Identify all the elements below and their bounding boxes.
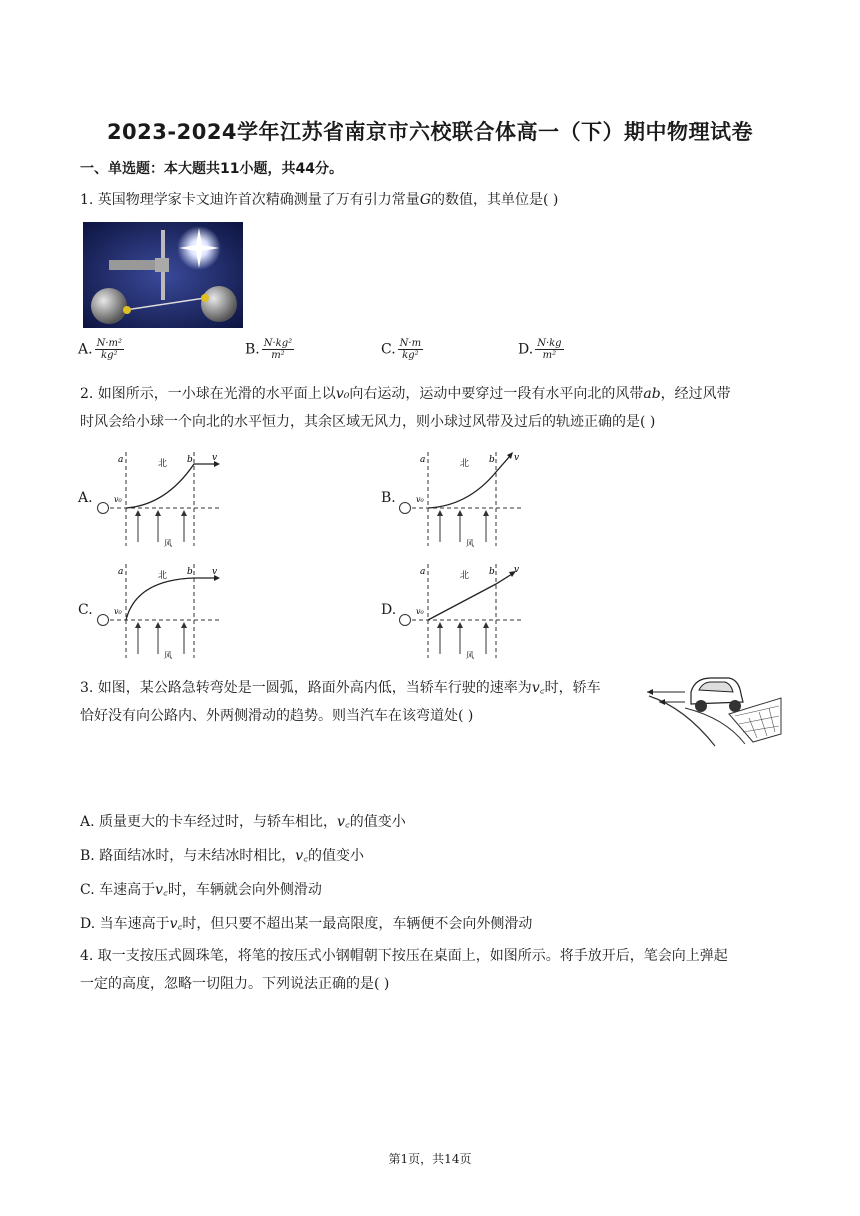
q1-option-d: D. $\frac{N\cdot kg}{\text{m²}}$ [518, 338, 562, 361]
q2-option-a-diagram [96, 450, 226, 550]
q2-option-c-label: C. [78, 602, 93, 618]
section-heading: 一、单选题：本大题共11小题，共44分。 [80, 161, 343, 177]
svg-text:a: a [420, 455, 426, 465]
svg-text:b: b [489, 455, 495, 465]
svg-text:风: 风 [466, 651, 474, 660]
question-3: 3. 如图，某公路急转弯处是一圆弧，路面外高内低，当轿车行驶的速率为v꜀时，轿车 恰好没有向公路内、外两侧滑动的趋势。则当汽车在该弯道处( ) [80, 680, 601, 724]
svg-text:b: b [489, 567, 495, 577]
page-footer: 第1页，共14页 [388, 1152, 472, 1166]
q3-option-a: A. 质量更大的卡车经过时，与轿车相比，v꜀的值变小 [80, 814, 406, 830]
svg-text:v₀: v₀ [114, 495, 122, 504]
page-title: 2023-2024学年江苏省南京市六校联合体高一（下）期中物理试卷 [106, 120, 754, 144]
svg-text:北: 北 [460, 571, 470, 581]
svg-text:风: 风 [164, 651, 172, 660]
q1-option-b: B. $\frac{\text{N·kg²}}{\text{m²}}$ [245, 338, 293, 361]
svg-text:北: 北 [158, 459, 168, 469]
svg-text:v₀: v₀ [114, 607, 122, 616]
q2-option-d-label: D. [381, 602, 397, 618]
svg-text:v: v [212, 567, 218, 577]
q2-option-d-diagram [398, 562, 528, 662]
svg-text:v: v [514, 453, 520, 463]
svg-text:v₀: v₀ [416, 495, 424, 504]
question-1: 1. 英国物理学家卡文迪许首次精确测量了万有引力常量G的数值，其单位是( ) [80, 192, 559, 208]
q3-option-d: D. 当车速高于v꜀时，但只要不超出某一最高限度，车辆便不会向外侧滑动 [80, 916, 533, 932]
svg-text:北: 北 [158, 571, 168, 581]
cavendish-apparatus-image [83, 222, 243, 328]
q2-option-c-diagram [96, 562, 226, 662]
svg-text:v₀: v₀ [416, 607, 424, 616]
svg-text:a: a [118, 455, 124, 465]
svg-text:v: v [514, 565, 520, 575]
svg-text:a: a [118, 567, 124, 577]
q1-option-c: C. $\frac{N\cdot m}{\text{kg²}}$ [381, 338, 422, 361]
svg-text:b: b [187, 567, 193, 577]
q3-option-c: C. 车速高于v꜀时，车辆就会向外侧滑动 [80, 882, 322, 898]
svg-text:北: 北 [460, 459, 470, 469]
q2-option-b-diagram [398, 450, 528, 550]
svg-text:风: 风 [466, 539, 474, 548]
car-on-curve-image [645, 668, 783, 748]
q3-option-b: B. 路面结冰时，与未结冰时相比，v꜀的值变小 [80, 848, 364, 864]
question-4: 4. 取一支按压式圆珠笔，将笔的按压式小钢帽朝下按压在桌面上，如图所示。将手放开后，笔会向上弹起 一定的高度，忽略一切阻力。下列说法正确的是( ) [80, 948, 728, 992]
question-2: 2. 如图所示，一小球在光滑的水平面上以v₀向右运动，运动中要穿过一段有水平向北的风带ab，经过风带 时风会给小球一个向北的水平恒力，其余区域无风力，则小球过风带及过后的轨迹正确的是( ) [80, 386, 731, 430]
q1-option-a: A. $\frac{\text{N·m²}}{\text{kg²}}$ [78, 338, 122, 361]
svg-text:v: v [212, 453, 218, 463]
q2-option-a-label: A. [78, 490, 93, 506]
svg-text:a: a [420, 567, 426, 577]
svg-text:风: 风 [164, 539, 172, 548]
svg-text:b: b [187, 455, 193, 465]
q2-option-b-label: B. [381, 490, 396, 506]
